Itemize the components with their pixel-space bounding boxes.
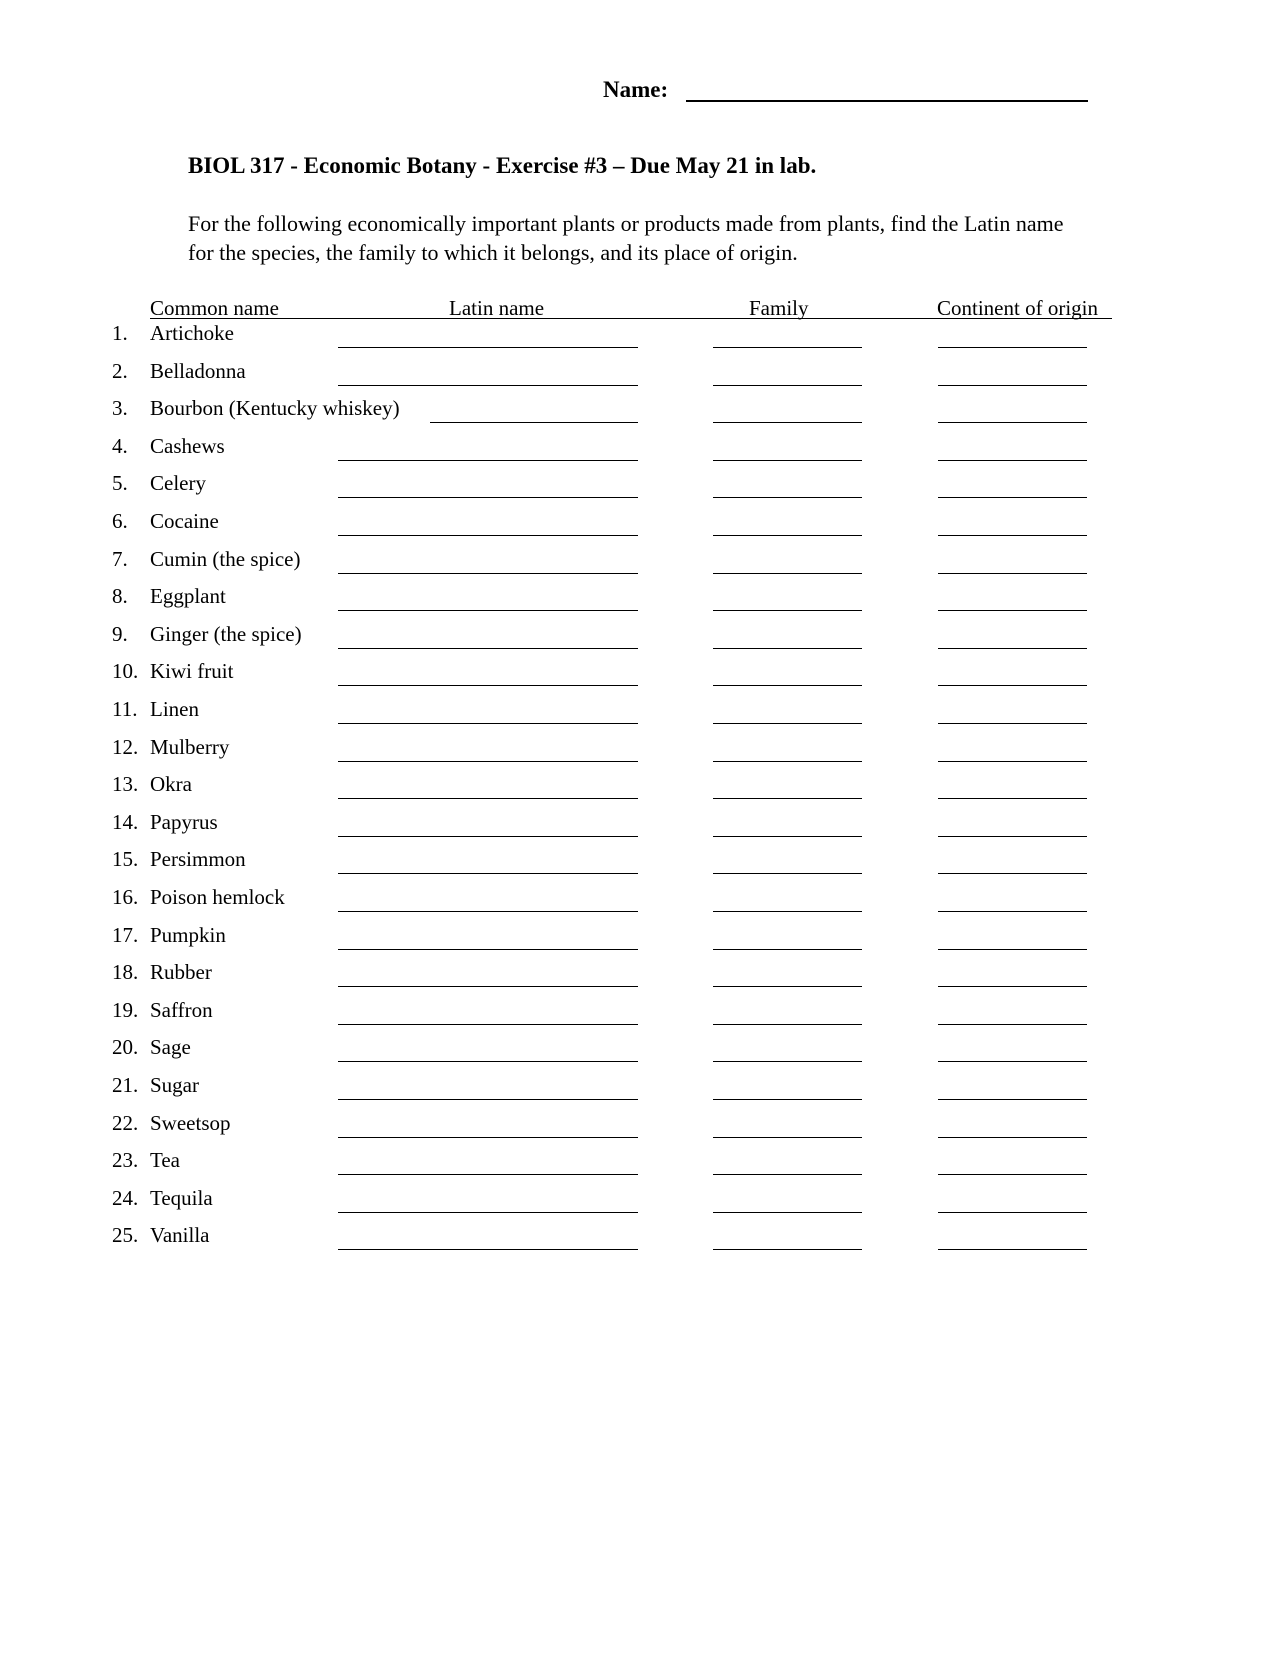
list-item <box>0 1221 1280 1260</box>
latin-name-field[interactable] <box>338 761 638 762</box>
continent-field[interactable] <box>938 1137 1087 1138</box>
latin-name-field[interactable] <box>338 385 638 386</box>
common-name: Cumin (the spice) <box>150 546 301 571</box>
latin-name-field[interactable] <box>338 798 638 799</box>
latin-name-field[interactable] <box>338 1249 638 1250</box>
item-number: 7. <box>112 546 128 571</box>
continent-field[interactable] <box>938 610 1087 611</box>
column-header-latin-name: Latin name <box>449 296 545 320</box>
continent-field[interactable] <box>938 347 1087 348</box>
list-item <box>0 620 1280 659</box>
list-item <box>0 394 1280 433</box>
latin-name-field[interactable] <box>338 685 638 686</box>
continent-field[interactable] <box>938 1099 1087 1100</box>
common-name: Tea <box>150 1148 181 1173</box>
family-field[interactable] <box>713 1174 862 1175</box>
latin-name-field[interactable] <box>338 497 638 498</box>
family-field[interactable] <box>713 1024 862 1025</box>
continent-field[interactable] <box>938 1249 1087 1250</box>
item-number: 24. <box>112 1185 139 1210</box>
item-number: 16. <box>112 885 139 909</box>
family-field[interactable] <box>713 648 862 649</box>
list-item <box>0 1109 1280 1148</box>
continent-field[interactable] <box>938 723 1087 724</box>
continent-field[interactable] <box>938 873 1087 874</box>
continent-field[interactable] <box>938 497 1087 498</box>
common-name: Vanilla <box>150 1223 210 1248</box>
list-item <box>0 1146 1280 1185</box>
continent-field[interactable] <box>938 1024 1087 1025</box>
continent-field[interactable] <box>938 911 1087 912</box>
list-item <box>0 921 1280 960</box>
list-item <box>0 357 1280 396</box>
common-name: Ginger (the spice) <box>150 621 302 646</box>
common-name: Kiwi fruit <box>150 659 234 684</box>
common-name: Rubber <box>150 960 212 985</box>
list-item <box>0 996 1280 1035</box>
common-name: Sugar <box>150 1073 199 1097</box>
column-header-continent: Continent of origin <box>937 296 1098 320</box>
list-item <box>0 770 1280 809</box>
latin-name-field[interactable] <box>338 873 638 874</box>
continent-field[interactable] <box>938 573 1087 574</box>
family-field[interactable] <box>713 460 862 461</box>
latin-name-field[interactable] <box>338 986 638 987</box>
item-number: 25. <box>112 1223 139 1248</box>
list-item <box>0 958 1280 997</box>
common-name: Pumpkin <box>150 922 226 947</box>
page-title: BIOL 317 - Economic Botany - Exercise #3 – Due May 21 in lab. <box>188 153 817 178</box>
family-field[interactable] <box>713 685 862 686</box>
family-field[interactable] <box>713 573 862 574</box>
list-item <box>0 319 1280 358</box>
item-number: 1. <box>112 321 128 345</box>
family-field[interactable] <box>713 385 862 386</box>
list-item <box>0 582 1280 621</box>
family-field[interactable] <box>713 610 862 611</box>
latin-name-field[interactable] <box>338 1099 638 1100</box>
list-item <box>0 695 1280 734</box>
list-item <box>0 1071 1280 1110</box>
latin-name-field[interactable] <box>338 573 638 574</box>
continent-field[interactable] <box>938 385 1087 386</box>
column-header-common-name: Common name <box>150 296 279 320</box>
item-number: 18. <box>112 960 139 985</box>
continent-field[interactable] <box>938 761 1087 762</box>
item-number: 19. <box>112 997 139 1022</box>
common-name: Belladonna <box>150 358 246 383</box>
family-field[interactable] <box>713 497 862 498</box>
common-name: Cashews <box>150 433 225 458</box>
family-field[interactable] <box>713 723 862 724</box>
item-number: 4. <box>112 433 128 458</box>
common-name: Mulberry <box>150 734 230 759</box>
latin-name-field[interactable] <box>338 460 638 461</box>
latin-name-field[interactable] <box>338 347 638 348</box>
continent-field[interactable] <box>938 1212 1087 1213</box>
common-name: Linen <box>150 697 199 721</box>
item-number: 2. <box>112 358 128 383</box>
column-header-family: Family <box>749 296 809 320</box>
family-field[interactable] <box>713 1061 862 1062</box>
latin-name-field[interactable] <box>338 610 638 611</box>
list-item <box>0 883 1280 922</box>
family-field[interactable] <box>713 761 862 762</box>
item-number: 17. <box>112 922 139 947</box>
list-item <box>0 432 1280 471</box>
item-number: 20. <box>112 1035 139 1060</box>
family-field[interactable] <box>713 1249 862 1250</box>
item-number: 22. <box>112 1110 139 1135</box>
family-field[interactable] <box>713 986 862 987</box>
latin-name-field[interactable] <box>338 1024 638 1025</box>
family-field[interactable] <box>713 949 862 950</box>
family-field[interactable] <box>713 347 862 348</box>
list-item <box>0 507 1280 546</box>
common-name: Tequila <box>150 1185 213 1210</box>
common-name: Okra <box>150 772 192 797</box>
continent-field[interactable] <box>938 1061 1087 1062</box>
latin-name-field[interactable] <box>338 911 638 912</box>
latin-name-field[interactable] <box>430 422 638 423</box>
item-number: 15. <box>112 847 139 872</box>
latin-name-field[interactable] <box>338 648 638 649</box>
name-label: Name: <box>603 77 669 102</box>
latin-name-field[interactable] <box>338 836 638 837</box>
latin-name-field[interactable] <box>338 535 638 536</box>
continent-field[interactable] <box>938 798 1087 799</box>
continent-field[interactable] <box>938 1174 1087 1175</box>
item-number: 11. <box>112 697 138 721</box>
common-name: Cocaine <box>150 509 219 533</box>
list-item <box>0 845 1280 884</box>
list-item <box>0 1033 1280 1072</box>
item-number: 21. <box>112 1073 139 1097</box>
common-name: Sage <box>150 1035 191 1060</box>
list-item <box>0 1184 1280 1223</box>
latin-name-field[interactable] <box>338 949 638 950</box>
family-field[interactable] <box>713 1137 862 1138</box>
continent-field[interactable] <box>938 460 1087 461</box>
continent-field[interactable] <box>938 986 1087 987</box>
item-number: 6. <box>112 509 128 533</box>
instructions: For the following economically important plants or products made from plants, find the Latin name for the species, the family to which it belongs, and its place of origin. <box>188 211 1064 265</box>
list-item <box>0 657 1280 696</box>
latin-name-field[interactable] <box>338 1061 638 1062</box>
common-name: Poison hemlock <box>150 885 285 909</box>
family-field[interactable] <box>713 798 862 799</box>
item-number: 14. <box>112 809 139 834</box>
family-field[interactable] <box>713 1099 862 1100</box>
common-name: Persimmon <box>150 847 246 872</box>
family-field[interactable] <box>713 836 862 837</box>
item-number: 5. <box>112 471 128 496</box>
list-item <box>0 733 1280 772</box>
item-number: 10. <box>112 659 139 684</box>
common-name: Sweetsop <box>150 1110 231 1135</box>
family-field[interactable] <box>713 535 862 536</box>
continent-field[interactable] <box>938 836 1087 837</box>
list-item <box>0 808 1280 847</box>
continent-field[interactable] <box>938 535 1087 536</box>
item-number: 3. <box>112 396 128 421</box>
latin-name-field[interactable] <box>338 1137 638 1138</box>
common-name: Saffron <box>150 997 213 1022</box>
continent-field[interactable] <box>938 949 1087 950</box>
latin-name-field[interactable] <box>338 1174 638 1175</box>
item-number: 13. <box>112 772 139 797</box>
item-number: 9. <box>112 621 128 646</box>
item-number: 12. <box>112 734 139 759</box>
common-name: Artichoke <box>150 321 234 345</box>
item-number: 23. <box>112 1148 139 1173</box>
list-item <box>0 469 1280 508</box>
common-name: Bourbon (Kentucky whiskey) <box>150 396 400 421</box>
latin-name-field[interactable] <box>338 723 638 724</box>
continent-field[interactable] <box>938 422 1087 423</box>
continent-field[interactable] <box>938 648 1087 649</box>
common-name: Papyrus <box>150 809 218 834</box>
item-number: 8. <box>112 584 128 609</box>
common-name: Celery <box>150 471 206 496</box>
family-field[interactable] <box>713 911 862 912</box>
family-field[interactable] <box>713 873 862 874</box>
family-field[interactable] <box>713 1212 862 1213</box>
family-field[interactable] <box>713 422 862 423</box>
continent-field[interactable] <box>938 685 1087 686</box>
list-item <box>0 545 1280 584</box>
latin-name-field[interactable] <box>338 1212 638 1213</box>
common-name: Eggplant <box>150 584 226 609</box>
